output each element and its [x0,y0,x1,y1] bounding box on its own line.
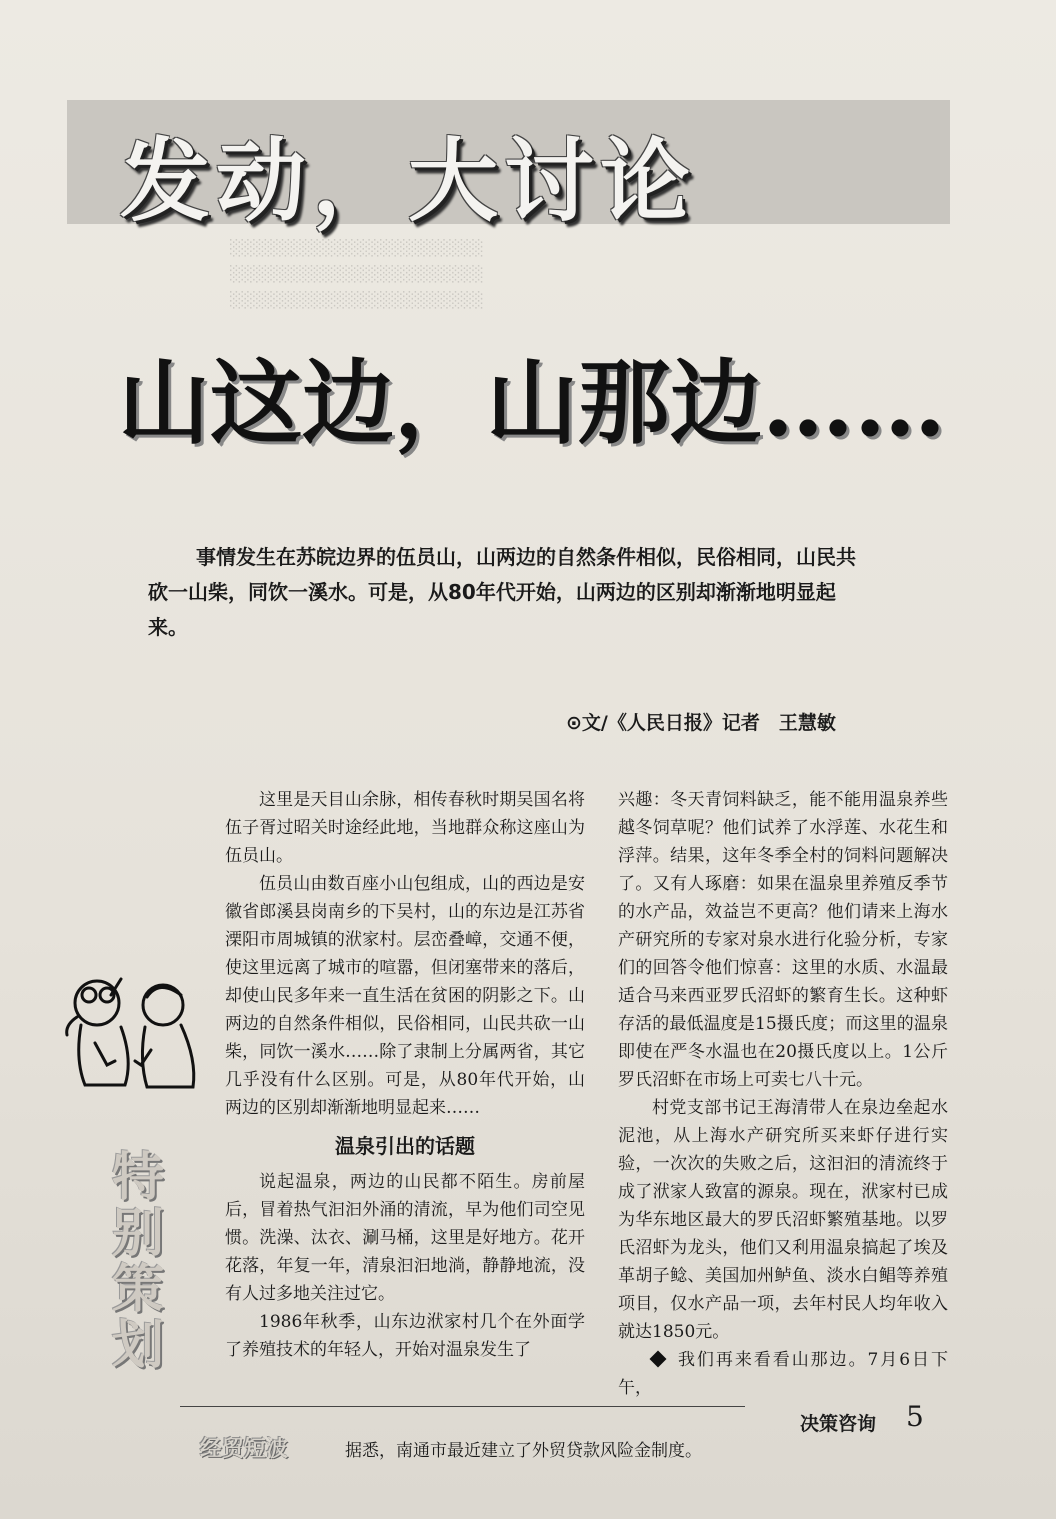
diamond-bullet-icon [650,1351,667,1368]
bleed-through-text: ░░░░░░░░░░░░░░░░░░░░░░ ░░░░░░░░░░░░░░░░░░░░░░ ░░░░░░░░░░░░░░░░░░░░░░ [230,239,484,309]
label-char: 策 [111,1260,164,1320]
news-brief-tag: 经贸短波 [200,1437,289,1462]
cartoon-illustration [55,965,205,1100]
page-number: 5 [906,1400,924,1433]
lead-paragraph: 事情发生在苏皖边界的伍员山，山两边的自然条件相似，民俗相同，山民共砍一山柴，同饮一溪水。可是，从80年代开始，山两边的区别却渐渐地明显起来。 [148,545,856,639]
byline: ⊙文/《人民日报》记者 王慧敏 [566,712,836,734]
paragraph: 说起温泉，两边的山民都不陌生。房前屋后，冒着热气汩汩外涌的清流，早为他们司空见惯。洗澡、汰衣、涮马桶，这里是好地方。花开花落，年复一年，清泉汩汩地淌，静静地流，没有人过多地关注过它。 [225,1172,585,1304]
label-char: 划 [111,1316,164,1376]
paragraph [618,1346,948,1402]
paragraph: 伍员山由数百座小山包组成，山的西边是安徽省郎溪县岗南乡的下吴村，山的东边是江苏省溧阳市周城镇的洑家村。层峦叠嶂，交通不便，使这里远离了城市的喧嚣，但闭塞带来的落后，却使山民多年来一直生活在贫困的阴影之下。山两边的自然条件相似，民俗相同，山民共砍一山柴，同饮一溪水……除了隶制上分属两省，其它几乎没有什么区别。可是，从80年代开始，山两边的区别却渐渐地明显起来…… [225,874,585,1118]
paragraph: 村党支部书记王海清带人在泉边垒起水泥池，从上海水产研究所买来虾仔进行实验，一次次的失败之后，这汩汩的清流终于成了洑家人致富的源泉。现在，洑家村已成为华东地区最大的罗氏沼虾繁殖基地。以罗氏沼虾为龙头，他们又利用温泉搞起了埃及革胡子鲶、美国加州鲈鱼、淡水白鲳等养殖项目，仅水产品一项，去年村民人均年收入就达1850元。 [618,1098,948,1342]
footer-divider [180,1406,745,1407]
main-title: 发动，大讨论 [120,129,696,234]
label-char: 别 [111,1204,164,1264]
paragraph: 这里是天目山余脉，相传春秋时期吴国名将伍子胥过昭关时途经此地，当地群众称这座山为伍员山。 [225,790,585,866]
special-feature-label [108,1150,168,1374]
right-column [618,786,948,1402]
paragraph-text: 我们再来看看山那边。7月6日下午， [618,1350,948,1398]
article-subtitle: 山这边，山那边…… [118,349,947,457]
label-char: 特 [111,1148,164,1208]
section-heading: 温泉引出的话题 [335,1134,475,1158]
magazine-name: 决策咨询 [800,1413,877,1435]
left-column [225,786,585,1364]
news-brief-text: 据悉，南通市最近建立了外贸贷款风险金制度。 [345,1441,702,1461]
paragraph: 兴趣：冬天青饲料缺乏，能不能用温泉养些越冬饲草呢？他们试养了水浮莲、水花生和浮萍。结果，这年冬季全村的饲料问题解决了。又有人琢磨：如果在温泉里养殖反季节的水产品，效益岂不更高？他们请来上海水产研究所的专家对泉水进行化验分析，专家们的回答令他们惊喜：这里的水质、水温最适合马来西亚罗氏沼虾的繁育生长。这种虾存活的最低温度是15摄氏度；而这里的温泉即使在严冬水温也在20摄氏度以上。1公斤罗氏沼虾在市场上可卖七八十元。 [618,790,948,1090]
paragraph: 1986年秋季，山东边洑家村几个在外面学了养殖技术的年轻人，开始对温泉发生了 [225,1312,585,1360]
